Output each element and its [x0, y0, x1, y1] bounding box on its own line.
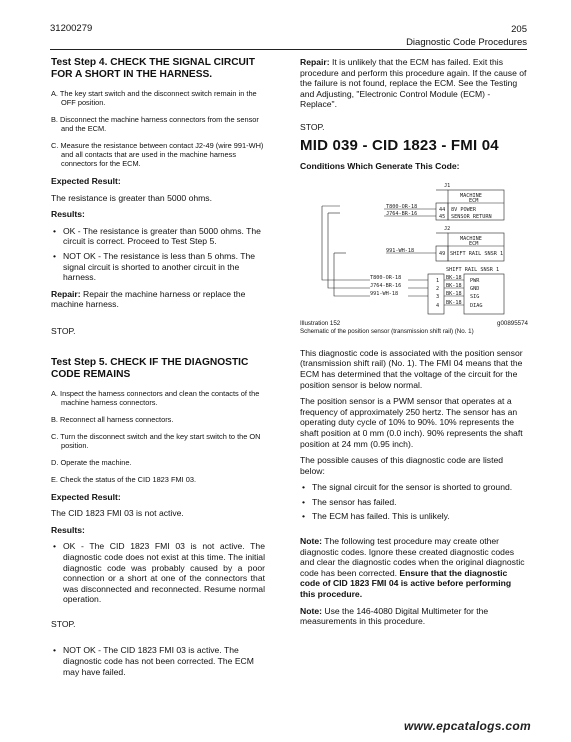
- sensor-bk-1: BK-18: [446, 274, 462, 281]
- watermark-url: www.epcatalogs.com: [404, 719, 531, 733]
- right-column: [300, 57, 528, 633]
- step4-result-ok: • OK - The resistance is greater than 5000 ohms. The circuit is correct. Proceed to Test Step 5.: [51, 226, 265, 247]
- note2-label: Note:: [300, 605, 322, 616]
- cause-item: • The sensor has failed.: [300, 497, 528, 508]
- sensor-bk-4: BK-18: [446, 299, 462, 306]
- j1-label: J1: [444, 182, 451, 189]
- j2-label: J2: [444, 225, 451, 232]
- step4-b: B. Disconnect the machine harness connectors from the sensor and the ECM.: [51, 115, 259, 133]
- step4-repair: [51, 289, 265, 310]
- step4-title: Test Step 4. CHECK THE SIGNAL CIRCUIT FOR A SHORT IN THE HARNESS.: [51, 57, 255, 80]
- sensor-sig-gnd: GND: [470, 285, 480, 292]
- description-p1: This diagnostic code is associated with the position sensor (transmission shift rail) (No. 1). The FMI 04 means that the ECM has determined that the voltage of the circuit for the position sensor is below normal.: [300, 347, 523, 390]
- note1-label: Note:: [300, 536, 322, 547]
- step5-d: D. Operate the machine.: [51, 457, 132, 467]
- step4-a: A. The key start switch and the disconnect switch remain in the OFF position.: [51, 89, 257, 107]
- schematic-diagram: [300, 178, 528, 318]
- schematic-svg: [300, 178, 528, 318]
- note-1: [300, 536, 528, 600]
- ecm1-sig-return: SENSOR RETURN: [451, 213, 492, 220]
- step4-repair-label: Repair:: [51, 288, 81, 299]
- note-2: [300, 606, 528, 627]
- wire-j764: J764-BR-16: [386, 210, 418, 217]
- ecm2-sig-shift-rail: SHIFT RAIL SNSR 1: [450, 250, 504, 257]
- sensor-wire-991: 991-WH-18: [370, 290, 399, 297]
- step4-result-notok: • NOT OK - The resistance is less than 5 ohms. The signal circuit is shorted to another circuit in the harness.: [51, 251, 265, 283]
- ecm1-pin-44: 44: [439, 206, 446, 213]
- sensor-pin-3: 3: [436, 293, 440, 300]
- note1-text: The following test procedure may create other diagnostic codes. Ignore these created diagnostic codes and clear the diagnostic codes when the original diagnostic code has been corrected.: [300, 536, 525, 578]
- step5-results-2: [51, 645, 265, 677]
- step4-repair-text: Repair the machine harness or replace the machine harness.: [51, 288, 246, 310]
- step5-a: A. Inspect the harness connectors and clean the contacts of the machine harness connectors.: [51, 388, 260, 407]
- step5-b: B. Reconnect all harness connectors.: [51, 414, 174, 424]
- step4-expected-text: The resistance is greater than 5000 ohms.: [51, 192, 212, 203]
- sensor-sig-sig: SIG: [470, 293, 480, 300]
- repair-paragraph: [300, 57, 528, 110]
- sensor-bk-3: BK-18: [446, 290, 462, 297]
- ecm1-label-b: ECM: [469, 197, 479, 204]
- document-number: 31200279: [50, 23, 93, 34]
- wire-t800: T800-OR-18: [386, 203, 418, 210]
- step5-result-notok: • NOT OK - The CID 1823 FMI 03 is active. The diagnostic code has not been corrected. The ECM may have failed.: [51, 645, 265, 677]
- description-p3: The possible causes of this diagnostic code are listed below:: [300, 455, 504, 476]
- step4-expected-label: Expected Result:: [51, 176, 121, 186]
- illustration-code: g00895574: [497, 319, 528, 327]
- sensor-pin-4: 4: [436, 302, 440, 309]
- step5-e: E. Check the status of the CID 1823 FMI 03.: [51, 474, 197, 484]
- step5-expected-label: Expected Result:: [51, 491, 121, 502]
- illustration-caption: Schematic of the position sensor (transmission shift rail) (No. 1): [300, 327, 474, 335]
- mid-cid-fmi-title: MID 039 - CID 1823 - FMI 04: [300, 136, 499, 154]
- step5-expected-text: The CID 1823 FMI 03 is not active.: [51, 508, 184, 519]
- sensor-pin-1: 1: [436, 277, 440, 284]
- causes-list: [300, 482, 528, 522]
- step5-title: Test Step 5. CHECK IF THE DIAGNOSTIC CODE REMAINS: [51, 356, 249, 380]
- sensor-bk-2: BK-18: [446, 282, 462, 289]
- repair-text: It is unlikely that the ECM has failed. Exit this procedure and perform this procedure again. If the cause of the failure is not found, replace the ECM. See the Testing and Adjusting, "Electronic Control Module (ECM) - Replace".: [300, 57, 527, 110]
- left-column: [51, 57, 265, 683]
- step4-c: C. Measure the resistance between contact J2-49 (wire 991-WH) and all contacts that are used in the machine harness connectors for the ECM.: [51, 141, 264, 168]
- conditions-title: Conditions Which Generate This Code:: [300, 161, 460, 172]
- header-rule: [50, 49, 527, 50]
- illustration-caption-row: [300, 320, 528, 328]
- cause-item: • The signal circuit for the sensor is shorted to ground.: [300, 482, 528, 493]
- ecm2-label-a: MACHINE: [460, 235, 482, 242]
- step5-result-ok: • OK - The CID 1823 FMI 03 is not active. The diagnostic code does not exist at this time. The initial diagnostic code was probably caused by a poor connection or a short at one of the connectors that was disconnected and reconnected. Resume normal operation.: [51, 541, 265, 605]
- ecm1-pin-45: 45: [439, 213, 446, 220]
- page-header: [406, 23, 527, 49]
- sensor-wire-t800: T800-OR-18: [370, 274, 402, 281]
- wire-991: 991-WH-18: [386, 247, 415, 254]
- ecm1-sig-power: 8V POWER: [451, 206, 476, 213]
- sensor-pin-2: 2: [436, 285, 440, 292]
- sensor-sig-pwr: PWR: [470, 277, 480, 284]
- section-title: Diagnostic Code Procedures: [406, 37, 527, 48]
- step5-c: C. Turn the disconnect switch and the key start switch to the ON position.: [51, 431, 261, 450]
- page-number: 205: [511, 24, 527, 35]
- step4-results: [51, 226, 265, 283]
- note1-bold: Ensure that the diagnostic code of CID 1823 FMI 04 is active before performing this procedure.: [300, 567, 512, 600]
- step4-stop: STOP.: [51, 325, 76, 336]
- step5-results-label: Results:: [51, 524, 85, 535]
- sensor-title: SHIFT RAIL SNSR 1: [446, 266, 500, 273]
- sensor-wire-j764: J764-BR-16: [370, 282, 402, 289]
- repair-label: Repair:: [300, 57, 330, 67]
- sensor-sig-diag: DIAG: [470, 302, 483, 309]
- step5-stop: STOP.: [51, 618, 76, 629]
- cause-item: • The ECM has failed. This is unlikely.: [300, 511, 528, 522]
- ecm1-label-a: MACHINE: [460, 192, 482, 199]
- illustration-label: Illustration 152: [300, 319, 341, 327]
- description-p2: The position sensor is a PWM sensor that operates at a frequency of approximately 250 hertz. The sensor has an operating duty cycle of 10% to 90%. 10% represents the shaft position at 0 mm (0.0 inch). 90% represents the shaft position at 24 mm (0.95 inch).: [300, 396, 523, 449]
- ecm2-label-b: ECM: [469, 240, 479, 247]
- ecm2-pin-49: 49: [439, 250, 446, 257]
- repair-stop: STOP.: [300, 121, 325, 132]
- step5-results: [51, 541, 265, 605]
- note2-text: Use the 146-4080 Digital Multimeter for the measurements in this procedure.: [300, 605, 489, 627]
- step4-results-label: Results:: [51, 209, 85, 220]
